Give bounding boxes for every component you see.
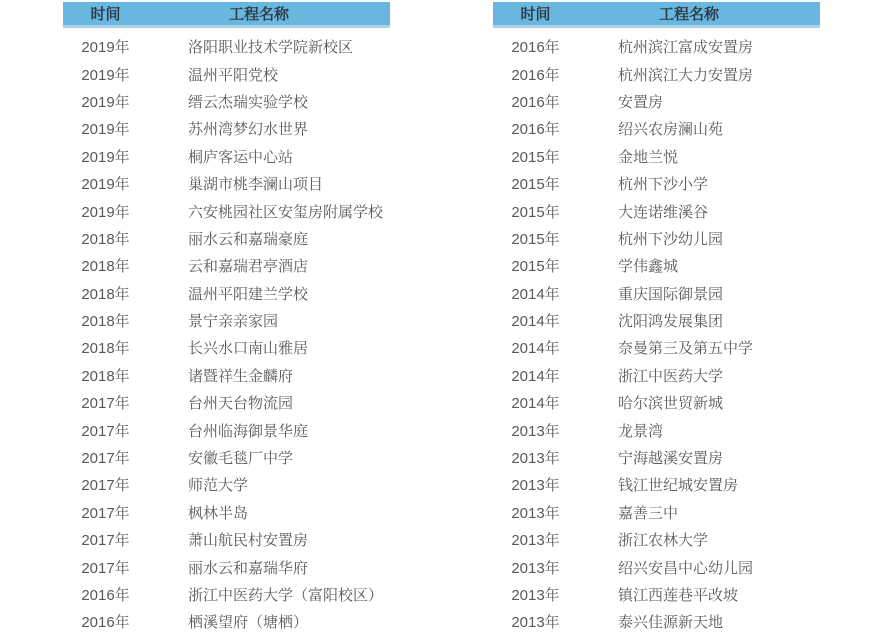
project-name-cell: 龙景湾 xyxy=(618,422,664,440)
year-cell: 2019年 xyxy=(81,66,130,84)
table-row xyxy=(493,526,820,553)
table-row xyxy=(493,280,820,307)
year-cell: 2018年 xyxy=(81,258,130,276)
column-header-name: 工程名称 xyxy=(228,6,289,23)
year-cell: 2016年 xyxy=(511,121,560,139)
year-cell: 2015年 xyxy=(511,230,560,248)
table-row xyxy=(63,499,390,526)
year-cell: 2014年 xyxy=(511,340,560,358)
year-cell: 2013年 xyxy=(511,504,560,522)
table-body xyxy=(493,33,820,636)
year-cell: 2019年 xyxy=(81,93,130,111)
year-cell: 2014年 xyxy=(511,313,560,331)
project-name-cell: 丽水云和嘉瑞豪庭 xyxy=(188,230,309,248)
project-name-cell: 重庆国际御景园 xyxy=(618,285,724,303)
project-name-cell: 苏州湾梦幻水世界 xyxy=(188,121,309,139)
project-name-cell: 栖溪望府（塘栖） xyxy=(188,614,309,632)
project-name-cell: 丽水云和嘉瑞华府 xyxy=(188,559,309,577)
project-name-cell: 缙云杰瑞实验学校 xyxy=(188,93,309,111)
project-name-cell: 镇江西莲巷平改坡 xyxy=(618,587,739,604)
project-name-cell: 浙江中医药大学（富阳校区） xyxy=(188,587,384,604)
project-name-cell: 浙江农林大学 xyxy=(618,532,709,550)
year-cell: 2013年 xyxy=(511,587,560,604)
year-cell: 2015年 xyxy=(511,148,560,166)
table-header xyxy=(63,2,390,28)
column-header-time: 时间 xyxy=(520,6,551,23)
year-cell: 2018年 xyxy=(81,367,130,385)
project-name-cell: 巢湖市桃李澜山项目 xyxy=(188,176,324,194)
project-name-cell: 大连诺维溪谷 xyxy=(618,203,709,221)
year-cell: 2016年 xyxy=(511,93,560,111)
project-name-cell: 杭州下沙幼儿园 xyxy=(618,230,724,248)
table-row xyxy=(493,608,820,635)
project-name-cell: 安置房 xyxy=(618,93,664,111)
table-row xyxy=(63,307,390,334)
project-name-cell: 桐庐客运中心站 xyxy=(188,148,294,166)
table-row xyxy=(63,88,390,115)
table-row xyxy=(493,33,820,60)
project-name-cell: 台州天台物流园 xyxy=(188,395,294,413)
year-cell: 2013年 xyxy=(511,532,560,550)
project-name-cell: 萧山航民村安置房 xyxy=(188,532,309,550)
project-name-cell: 六安桃园社区安玺房附属学校 xyxy=(188,203,384,221)
project-name-cell: 杭州滨江大力安置房 xyxy=(618,66,754,84)
table-row xyxy=(63,115,390,142)
project-name-cell: 奈曼第三及第五中学 xyxy=(618,340,754,358)
table-row xyxy=(63,170,390,197)
year-cell: 2014年 xyxy=(511,285,560,303)
year-cell: 2019年 xyxy=(81,203,130,221)
project-name-cell: 泰兴佳源新天地 xyxy=(618,614,724,632)
year-cell: 2015年 xyxy=(511,258,560,276)
year-cell: 2014年 xyxy=(511,367,560,385)
project-name-cell: 温州平阳党校 xyxy=(188,66,279,84)
project-name-cell: 宁海越溪安置房 xyxy=(618,450,724,468)
project-name-cell: 诸暨祥生金麟府 xyxy=(188,367,294,385)
project-name-cell: 台州临海御景华庭 xyxy=(188,422,309,440)
project-table-left xyxy=(63,2,390,636)
project-name-cell: 长兴水口南山雅居 xyxy=(188,340,309,358)
year-cell: 2019年 xyxy=(81,176,130,194)
table-row xyxy=(493,225,820,252)
project-name-cell: 哈尔滨世贸新城 xyxy=(618,395,724,413)
table-row xyxy=(63,60,390,87)
project-name-cell: 学伟鑫城 xyxy=(618,258,679,276)
year-cell: 2017年 xyxy=(81,395,130,413)
table-row xyxy=(63,143,390,170)
year-cell: 2019年 xyxy=(81,148,130,166)
table-row xyxy=(493,334,820,361)
table-row xyxy=(493,88,820,115)
year-cell: 2019年 xyxy=(81,39,130,57)
year-cell: 2016年 xyxy=(81,614,130,632)
table-row xyxy=(63,334,390,361)
project-name-cell: 绍兴农房澜山苑 xyxy=(618,121,724,139)
year-cell: 2016年 xyxy=(511,66,560,84)
table-body xyxy=(63,33,390,636)
table-row xyxy=(493,115,820,142)
table-row xyxy=(63,553,390,580)
table-row xyxy=(63,471,390,498)
table-row xyxy=(493,416,820,443)
table-row xyxy=(63,197,390,224)
project-name-cell: 杭州下沙小学 xyxy=(618,176,709,194)
table-row xyxy=(63,416,390,443)
year-cell: 2016年 xyxy=(81,587,130,604)
year-cell: 2018年 xyxy=(81,313,130,331)
project-name-cell: 云和嘉瑞君亭酒店 xyxy=(188,258,309,276)
year-cell: 2014年 xyxy=(511,395,560,413)
year-cell: 2013年 xyxy=(511,450,560,468)
table-row xyxy=(493,170,820,197)
table-row xyxy=(493,389,820,416)
table-row xyxy=(63,526,390,553)
year-cell: 2017年 xyxy=(81,559,130,577)
year-cell: 2015年 xyxy=(511,203,560,221)
year-cell: 2017年 xyxy=(81,504,130,522)
project-name-cell: 钱江世纪城安置房 xyxy=(618,477,739,495)
project-name-cell: 杭州滨江富成安置房 xyxy=(618,39,754,57)
year-cell: 2013年 xyxy=(511,614,560,632)
column-header-name: 工程名称 xyxy=(658,6,719,23)
project-name-cell: 安徽毛毯厂中学 xyxy=(188,450,294,468)
table-row xyxy=(493,581,820,608)
table-row xyxy=(493,553,820,580)
project-table-right xyxy=(493,2,820,636)
year-cell: 2017年 xyxy=(81,532,130,550)
table-row xyxy=(63,280,390,307)
table-row xyxy=(493,471,820,498)
project-name-cell: 枫林半岛 xyxy=(188,504,249,522)
year-cell: 2018年 xyxy=(81,340,130,358)
table-row xyxy=(493,60,820,87)
year-cell: 2017年 xyxy=(81,477,130,495)
table-row xyxy=(63,389,390,416)
year-cell: 2017年 xyxy=(81,422,130,440)
year-cell: 2016年 xyxy=(511,39,560,57)
table-row xyxy=(63,444,390,471)
year-cell: 2013年 xyxy=(511,477,560,495)
project-name-cell: 绍兴安昌中心幼儿园 xyxy=(618,559,754,577)
table-row xyxy=(493,444,820,471)
table-row xyxy=(63,252,390,279)
project-name-cell: 师范大学 xyxy=(188,477,249,495)
column-header-time: 时间 xyxy=(90,6,121,23)
table-row xyxy=(493,197,820,224)
project-name-cell: 景宁亲亲家园 xyxy=(188,313,279,331)
project-name-cell: 温州平阳建兰学校 xyxy=(188,285,309,303)
project-name-cell: 金地兰悦 xyxy=(618,148,679,166)
project-name-cell: 洛阳职业技术学院新校区 xyxy=(188,39,354,57)
project-name-cell: 嘉善三中 xyxy=(618,504,679,522)
year-cell: 2015年 xyxy=(511,176,560,194)
year-cell: 2019年 xyxy=(81,121,130,139)
project-name-cell: 沈阳鸿发展集团 xyxy=(618,313,724,331)
table-row xyxy=(63,362,390,389)
table-header xyxy=(493,2,820,28)
table-row xyxy=(493,252,820,279)
table-row xyxy=(63,33,390,60)
table-row xyxy=(493,499,820,526)
table-row xyxy=(493,143,820,170)
project-name-cell: 浙江中医药大学 xyxy=(618,367,724,385)
table-row xyxy=(63,225,390,252)
table-row xyxy=(493,362,820,389)
year-cell: 2018年 xyxy=(81,230,130,248)
table-row xyxy=(63,608,390,635)
table-row xyxy=(63,581,390,608)
year-cell: 2018年 xyxy=(81,285,130,303)
year-cell: 2013年 xyxy=(511,559,560,577)
table-row xyxy=(493,307,820,334)
year-cell: 2017年 xyxy=(81,450,130,468)
year-cell: 2013年 xyxy=(511,422,560,440)
